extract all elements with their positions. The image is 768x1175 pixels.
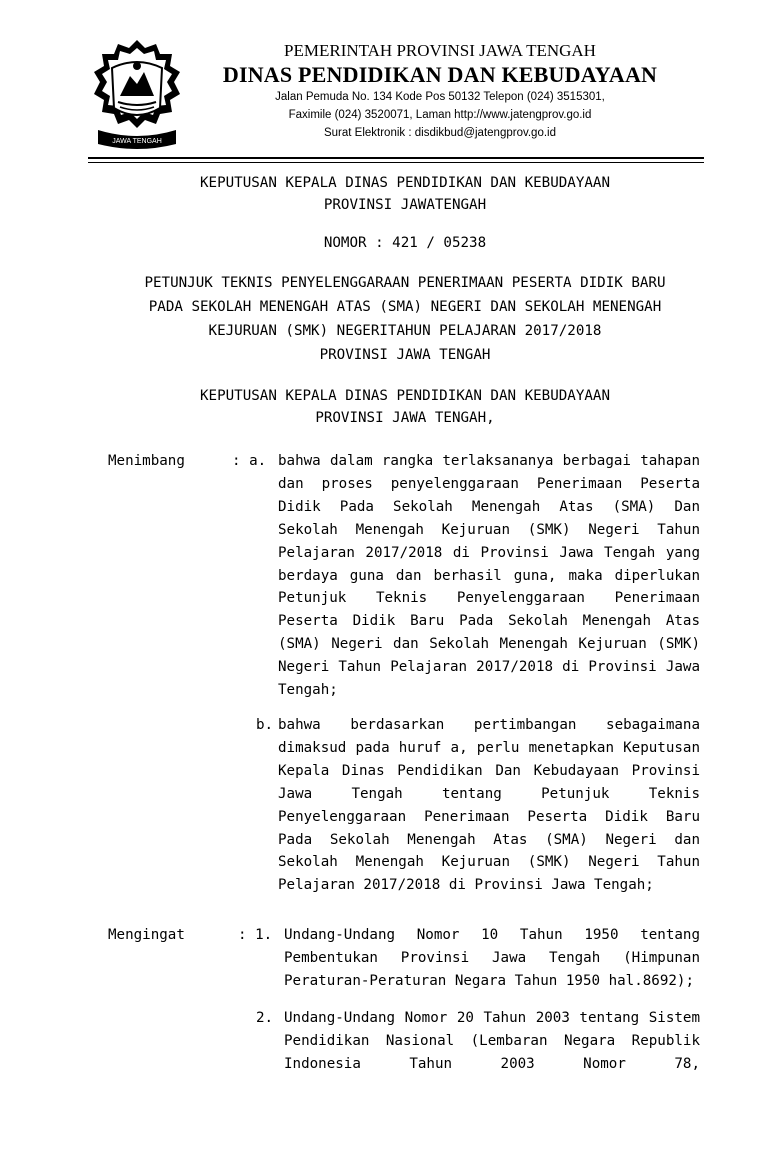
decree-subject-line-3: KEJURUAN (SMK) NEGERITAHUN PELAJARAN 2017/2018 [208, 323, 602, 339]
letterhead-government: PEMERINTAH PROVINSI JAWA TENGAH [284, 41, 596, 60]
decree-title [100, 172, 710, 216]
decree-title-line-2: PROVINSI JAWATENGAH [323, 197, 487, 213]
mengingat-label: Mengingat [108, 927, 185, 943]
letterhead-address-3: Surat Elektronik : disdikbud@jatengprov.go.id [323, 127, 556, 139]
menimbang-a-text: bahwa dalam rangka terlaksananya berbagai tahapan dan proses penyelenggaraan Penerimaan Peserta Didik Pada Sekolah Menengah Atas (SMA) Dan Sekolah Menengah Kejuruan (SMK) Negeri Tahun Pelajaran 2017/2018 di Provinsi Jawa Tengah yang berdaya guna dan berhasil guna, maka diperlukan Petunjuk Teknis Penyelenggaraan Penerimaan Peserta Didik Baru Pada Sekolah Menengah Atas (SMA) Negeri dan Sekolah Menengah Kejuruan (SMK) Negeri Tahun Pelajaran 2017/2018 di Provinsi Jawa Tengah; [278, 453, 700, 699]
decree-issuer-line-1: KEPUTUSAN KEPALA DINAS PENDIDIKAN DAN KEBUDAYAAN [200, 388, 610, 404]
letterhead [200, 40, 680, 142]
letterhead-rule-thin [88, 162, 704, 163]
letterhead-rule-thick [88, 157, 704, 159]
menimbang-b-text: bahwa berdasarkan pertimbangan sebagaimana dimaksud pada huruf a, perlu menetapkan Keputusan Kepala Dinas Pendidikan Dan Kebudayaan Provinsi Jawa Tengah tentang Petunjuk Teknis Penyelenggaraan Penerimaan Peserta Didik Baru Pada Sekolah Menengah Atas (SMA) Negeri dan Sekolah Menengah Kejuruan (SMK) Negeri Tahun Pelajaran 2017/2018 di Provinsi Jawa Tengah; [278, 717, 700, 894]
decree-title-line-1: KEPUTUSAN KEPALA DINAS PENDIDIKAN DAN KEBUDAYAAN [200, 175, 610, 191]
letterhead-address-2: Faximile (024) 3520071, Laman http://www.jatengprov.go.id [288, 109, 592, 121]
decree-subject [100, 271, 710, 367]
mengingat-1-marker: : 1. [238, 927, 273, 943]
menimbang-a-marker: : a. [232, 453, 267, 469]
decree-issuer [100, 385, 710, 429]
mengingat-2-marker: 2. [256, 1010, 274, 1026]
decree-subject-line-4: PROVINSI JAWA TENGAH [319, 347, 491, 363]
decree-subject-line-2: PADA SEKOLAH MENENGAH ATAS (SMA) NEGERI DAN SEKOLAH MENENGAH [148, 299, 662, 315]
province-coat-of-arms-logo [90, 38, 184, 154]
mengingat-2-text: Undang-Undang Nomor 20 Tahun 2003 tentang Sistem Pendidikan Nasional (Lembaran Negara Republik Indonesia Tahun 2003 Nomor 78, [284, 1010, 700, 1072]
menimbang-b-marker: b. [256, 717, 274, 733]
letterhead-address-1: Jalan Pemuda No. 134 Kode Pos 50132 Telepon (024) 3515301, [275, 91, 605, 103]
letterhead-agency: DINAS PENDIDIKAN DAN KEBUDAYAAN [222, 62, 658, 87]
decree-subject-line-1: PETUNJUK TEKNIS PENYELENGGARAAN PENERIMAAN PESERTA DIDIK BARU [144, 275, 666, 291]
menimbang-label: Menimbang [108, 453, 185, 469]
decree-issuer-line-2: PROVINSI JAWA TENGAH, [315, 410, 495, 426]
mengingat-1-text: Undang-Undang Nomor 10 Tahun 1950 tentang Pembentukan Provinsi Jawa Tengah (Himpunan Peraturan-Peraturan Negara Tahun 1950 hal.8692); [284, 927, 700, 989]
logo-banner-text: JAWA TENGAH [112, 138, 162, 145]
decree-number: NOMOR : 421 / 05238 [323, 235, 487, 251]
